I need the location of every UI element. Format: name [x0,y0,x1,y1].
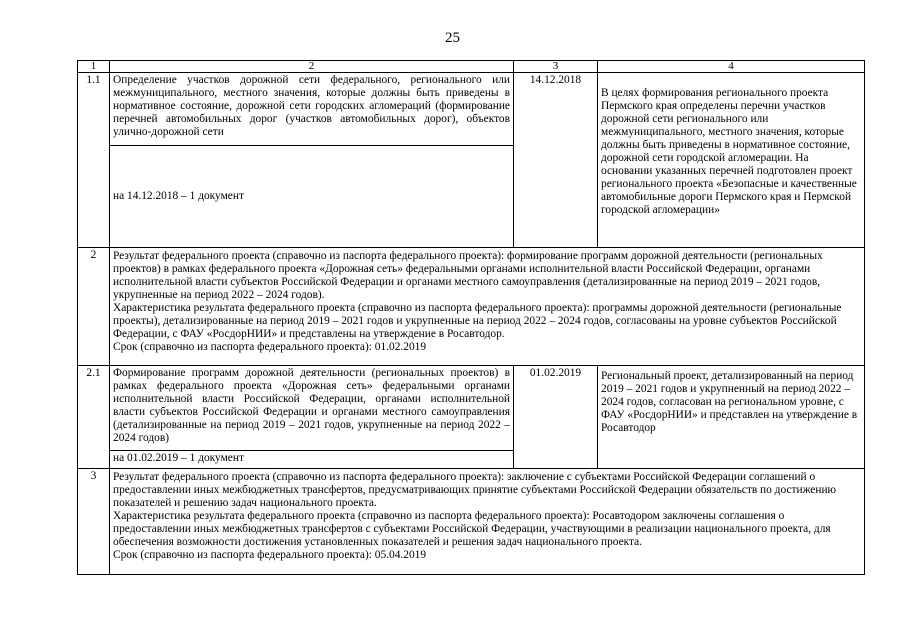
document-count: на 14.12.2018 – 1 документ [110,146,514,248]
row-number: 1.1 [78,73,110,248]
federal-result-deadline: Срок (справочно из паспорта федерального проекта): 01.02.2019 [113,341,427,353]
page-number: 25 [445,30,460,46]
federal-result-characteristic: Характеристика результата федерального проекта (справочно из паспорта федерального проекта): программы дорожной деятельности (региональные проекты), детализированные на период 2019 – 2021 годов и укрупненные на период 2022 – 2024 годов, согласованы на уровне субъектов Российской Федерации, с ФАУ «РосдорНИИ» и представлены на утверждение в Росавтодор. [113,302,842,340]
federal-result-block [110,469,865,575]
task-result: Региональный проект, детализированный на период 2019 – 2021 годов и укрупненный на период 2022 – 2024 годов, согласован на региональном уровне, с ФАУ «РосдорНИИ» и представлен на утверждение в Росавтодор [598,366,865,469]
federal-result-block [110,248,865,366]
document-count: на 01.02.2019 – 1 документ [110,451,514,469]
table-row-1-1 [78,73,865,146]
task-result: В целях формирования регионального проекта Пермского края определены перечни участков дорожной сети регионального или межмуниципального, местного значения, которые должны быть приведены в нормативное состояние, дорожной сети городской агломерации. На основании указанных перечней подготовлен проект регионального проекта «Безопасные и качественные автомобильные дороги Пермского края и Пермской городской агломерации» [598,73,865,248]
header-col-1: 1 [78,61,110,73]
federal-result-text: Результат федерального проекта (справочно из паспорта федерального проекта): заключение с субъектами Российской Федерации соглашений о предоставлении иных межбюджетных трансфертов, предусматривающих принятие субъектами Российской Федерации обязательств по достижению показателей и решению задач национального проекта. [113,471,837,509]
task-description: Определение участков дорожной сети федерального, регионального или межмуниципального, местного значения, которые должны быть приведены в нормативное состояние, дорожной сети городских агломераций (формирование перечней автомобильных дорог (участков автомобильных дорог), объектов улично-дорожной сети [110,73,514,146]
row-number: 3 [78,469,110,575]
row-number: 2.1 [78,366,110,469]
task-date: 14.12.2018 [514,73,598,248]
task-description: Формирование программ дорожной деятельности (региональных проектов) в рамках федерального проекта «Дорожная сеть» федеральными органами исполнительной власти Российской Федерации, органами исполнительной власти субъектов Российской Федерации и органами местного самоуправления (детализированные на период 2019 – 2021 годов, укрупненные на период 2022 – 2024 годов) [110,366,514,451]
report-table [77,60,865,575]
table-row-2 [78,248,865,366]
table-row-3 [78,469,865,575]
table-row-2-1 [78,366,865,451]
federal-result-characteristic: Характеристика результата федерального проекта (справочно из паспорта федерального проекта): Росавтодором заключены соглашения о предоставлении иных межбюджетных трансфертов с субъектами Российской Федерации, участвующими в реализации национального проекта, для обеспечения возможности достижения установленных показателей и решения задач национального проекта. [113,510,831,548]
federal-result-deadline: Срок (справочно из паспорта федерального проекта): 05.04.2019 [113,549,427,561]
task-date: 01.02.2019 [514,366,598,469]
federal-result-text: Результат федерального проекта (справочно из паспорта федерального проекта): формирование программ дорожной деятельности (региональных проектов) в рамках федерального проекта «Дорожная сеть» федеральными органами исполнительной власти Российской Федерации, органами исполнительной власти субъектов Российской Федерации и органами местного самоуправления (детализированные на период 2019 – 2021 годов, укрупненные на период 2022 – 2024 годов). [113,250,823,301]
header-col-4: 4 [598,61,865,73]
header-col-3: 3 [514,61,598,73]
row-number: 2 [78,248,110,366]
table-header-row [78,61,865,73]
header-col-2: 2 [110,61,514,73]
